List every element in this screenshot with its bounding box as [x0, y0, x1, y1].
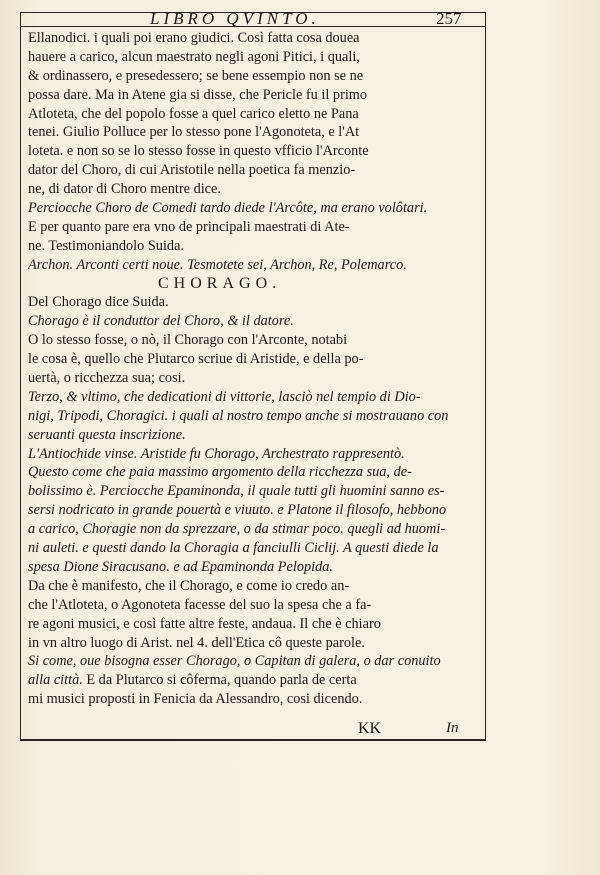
text-line: L'Antiochide vinse. Aristide fu Chorago, Archestrato rappresentò. [28, 445, 405, 462]
text-line: bolissimo è. Perciocche Epaminonda, il quale tutti gli huomini sanno es- [28, 483, 445, 500]
text-line: uertà, o ricchezza sua; cosi. [28, 370, 186, 387]
text-line: possa dare. Ma in Atene gia si disse, che Pericle fu il primo [28, 86, 368, 103]
text-line: Si come, oue bisogna esser Chorago, o Capitan di galera, o dar conuito [28, 653, 441, 670]
footer-rule [20, 740, 486, 741]
text-line: Ellanodici. i quali poi erano giudici. Così fatta cosa douea [28, 30, 360, 46]
catchword: In [446, 720, 459, 736]
signature-mark: KK [358, 720, 382, 737]
text-line: Da che è manifesto, che il Chorago, e come io credo an- [28, 577, 350, 594]
text-line: ni auleti. e questi dando la Choragia a fanciulli Ciclij. A questi diede la [28, 540, 439, 557]
text-line: sersi nodricato in grande pouertà e viuuto. e Platone il filosofo, hebbono [28, 502, 447, 519]
text-line: O lo stesso fosse, o nò, il Chorago con l'Arconte, notabi [28, 332, 348, 349]
text-line: seruanti questa inscrizione. [28, 426, 186, 443]
text-line: E per quanto pare era vno de principali maestrati di Ate- [28, 218, 350, 235]
text-line: hauere a carico, alcun maestrato negli agoni Pitici, i quali, [28, 48, 360, 65]
text-line: spesa Dione Siracusano. e ad Epaminonda Pelopida. [28, 558, 333, 575]
text-line: Perciocche Choro de Comedi tardo diede l'Arcôte, ma erano volôtari. [28, 200, 428, 217]
text-line: tenei. Giulio Polluce per lo stesso pone l'Agonoteta, e l'At [28, 124, 360, 141]
text-block [28, 29, 480, 709]
text-line: a carico, Choragie non da sprezzare, o da stimar poco. quegli ad huomi- [28, 521, 446, 538]
text-line: Del Chorago dice Suida. [28, 294, 169, 311]
text-line: re agoni musici, e così fatte altre feste, andaua. Il che è chiaro [28, 615, 381, 632]
text-line: nigi, Tripodi, Choragici. i quali al nostro tempo anche si mostrauano con [28, 407, 449, 424]
text-line: Chorago è il conduttor del Choro, & il datore. [28, 313, 294, 330]
text-line: loteta. e non so se lo stesso fosse in questo vfficio l'Arconte [28, 143, 369, 160]
text-line: & ordinassero, e presedessero; se bene essempio non se ne [28, 67, 364, 84]
text-line: dator del Choro, di cui Aristotile nella poetica fa menzio- [28, 162, 356, 179]
text-line: in vn altro luogo di Arist. nel 4. dell'Etica cô queste parole. [28, 634, 365, 651]
text-line: Questo come che paia massimo argomento della ricchezza sua, de- [28, 464, 412, 481]
text-line: Atloteta, che del popolo fosse a quel carico eletto ne Pana [28, 105, 359, 122]
text-line: alla città. E da Plutarco si côferma, quando parla de certa [28, 672, 357, 689]
text-line: le cosa è, quello che Plutarco scriue di Aristide, e della po- [28, 351, 364, 368]
text-line: ne, di dator di Choro mentre dice. [28, 181, 221, 198]
page-number: 257 [436, 9, 462, 28]
section-heading: CHORAGO. [158, 274, 282, 292]
text-line: ne. Testimoniandolo Suida. [28, 237, 184, 254]
text-line: che l'Atloteta, o Agonoteta facesse del suo la spesa che a fa- [28, 596, 372, 613]
text-line: Terzo, & vltimo, che dedicationi di vittorie, lasciò nel tempio di Dio- [28, 388, 421, 405]
text-line: mi musici proposti in Fenicia da Alessandro, cosi dicendo. [28, 691, 363, 708]
text-line: Archon. Arconti certi noue. Tesmotete sei, Archon, Re, Polemarco. [28, 256, 407, 273]
running-head: LIBRO QVINTO. [150, 9, 320, 28]
